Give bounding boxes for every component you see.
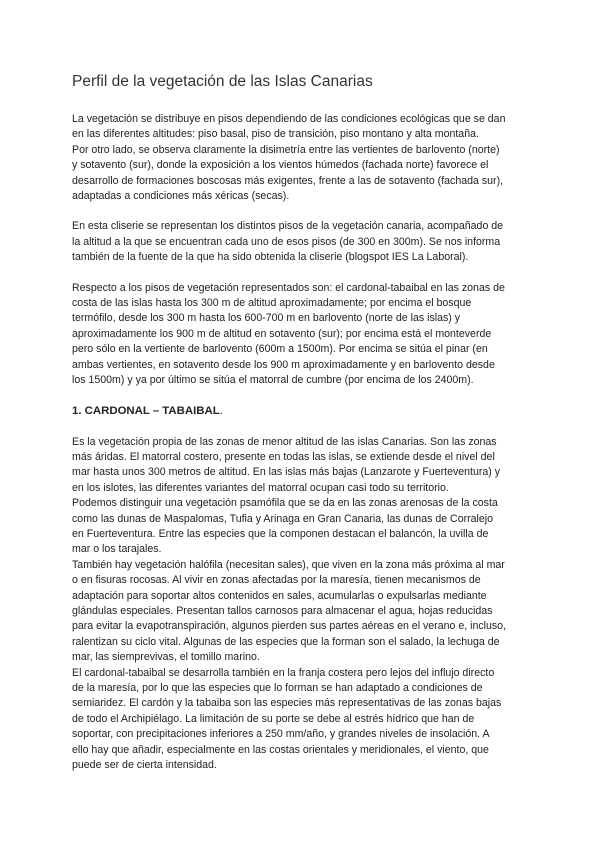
text-line: de la maresía, por lo que las especies que lo forman se han adaptado a condiciones de <box>72 682 483 694</box>
text-line: los 1500m) y ya por último se sitúa el matorral de cumbre (por encima de los 2400m). <box>72 374 474 387</box>
text-line: En esta cliserie se representan los distintos pisos de la vegetación canaria, acompañado de <box>72 220 504 233</box>
text-line: mar hasta unos 300 metros de altitud. En las islas más bajas (Lanzarote y Fuerteventura) y <box>72 466 501 479</box>
text-line: aproximadamente los 900 m de altitud en sotavento (sur); por encima está el monteverde <box>72 327 492 340</box>
intro-paragraph-2 <box>72 219 534 265</box>
text-line: puede ser de cierta intensidad. <box>72 759 217 772</box>
section-body <box>72 435 534 774</box>
text-line: termófilo, desde los 300 m hasta los 600-700 m en barlovento (norte de las islas) y <box>72 312 461 325</box>
text-line: para evitar la evapotranspiración, algunos pierden sus partes aéreas en el verano e, incluso, <box>72 620 507 633</box>
section-heading <box>72 404 534 419</box>
text-line: adaptación para soportar altos contenidos en sales, acumularlas o expulsarlas mediante <box>72 589 487 602</box>
text-line: la altitud a la que se encuentran cada uno de esos pisos (de 300 en 300m). Se nos informa <box>72 235 501 248</box>
text-line: Podemos distinguir una vegetación psamófila que se da en las zonas arenosas de la costa <box>72 497 498 510</box>
text-line: Es la vegetación propia de las zonas de menor altitud de las islas Canarias. Son las zonas <box>72 435 497 448</box>
text-line: ambas vertientes, en sotavento desde los 900 m aproximadamente y en barlovento desde <box>72 358 495 371</box>
text-line: también de la fuente de la que ha sido obtenida la cliserie (blogspot IES La Laboral). <box>72 251 469 264</box>
text-line: en Fuerteventura. Entre las especies que la componen destacan el balancón, la uvilla de <box>72 527 489 540</box>
text-line: costa de las islas hasta los 300 m de altitud aproximadamente; por encima el bosque <box>72 297 472 310</box>
text-line: mar, las siemprevivas, el tomillo marino. <box>72 651 260 664</box>
text-line: El cardonal-tabaibal se desarrolla también en la franja costera pero lejos del influjo directo <box>72 666 495 679</box>
text-line: de todo el Archipiélago. La limitación de su porte se debe al estrés hídrico que han de <box>72 712 475 725</box>
text-line: o en fisuras rocosas. Al vivir en zonas afectadas por la maresía, tienen mecanismos de <box>72 574 481 587</box>
text-line: También hay vegetación halófila (necesitan sales), que viven en la zona más próxima al mar <box>72 558 505 571</box>
section-heading-dot: . <box>219 404 223 417</box>
text-line: pero sólo en la vertiente de barlovento (600m a 1500m). Por encima se sitúa el pinar (en <box>72 343 488 356</box>
intro-paragraph-1 <box>72 112 534 204</box>
page-title: Perfil de la vegetación de las Islas Canarias <box>72 73 373 90</box>
section-heading-text: 1. CARDONAL – TABAIBAL <box>72 404 220 417</box>
text-line: más áridas. El matorral costero, presente en todas las islas, se extiende desde el nivel del <box>72 450 495 463</box>
text-line: desarrollo de formaciones boscosas más exigentes, frente a las de sotavento (fachada sur), <box>72 174 504 187</box>
text-line: en los islotes, las diferentes variantes del matorral ocupan casi todo su territorio. <box>72 481 449 494</box>
intro-paragraph-3 <box>72 281 534 389</box>
text-line: ralentizan su ciclo vital. Algunas de las especies que la forman son el salado, la lechuga de <box>72 635 500 648</box>
text-line: Respecto a los pisos de vegetación representados son: el cardonal-tabaibal en las zonas de <box>72 281 505 294</box>
text-line: en las diferentes altitudes: piso basal, piso de transición, piso montano y alta montaña. <box>72 128 479 141</box>
text-line: Por otro lado, se observa claramente la disimetría entre las vertientes de barlovento (norte) <box>72 143 500 156</box>
text-line: y sotavento (sur), donde la exposición a los vientos húmedos (fachada norte) favorece el <box>72 159 489 172</box>
text-line: como las dunas de Maspalomas, Tufia y Arinaga en Gran Canaria, las dunas de Corralejo <box>72 512 494 525</box>
text-line: soportar, con precipitaciones inferiores a 250 mm/año, y grandes niveles de insolación. A <box>72 728 490 741</box>
text-line: glándulas especiales. Presentan tallos carnosos para almacenar el agua, hojas reducidas <box>72 604 493 617</box>
text-line: ello hay que añadir, especialmente en las costas orientales y meridionales, el viento, que <box>72 743 489 756</box>
text-line: semiaridez. El cardón y la tabaiba son las especies más representativas de las zonas bajas <box>72 697 502 710</box>
text-line: mar o los tarajales. <box>72 543 162 556</box>
text-line: La vegetación se distribuye en pisos dependiendo de las condiciones ecológicas que se dan <box>72 113 506 125</box>
text-line: adaptadas a condiciones más xéricas (secas). <box>72 190 290 203</box>
